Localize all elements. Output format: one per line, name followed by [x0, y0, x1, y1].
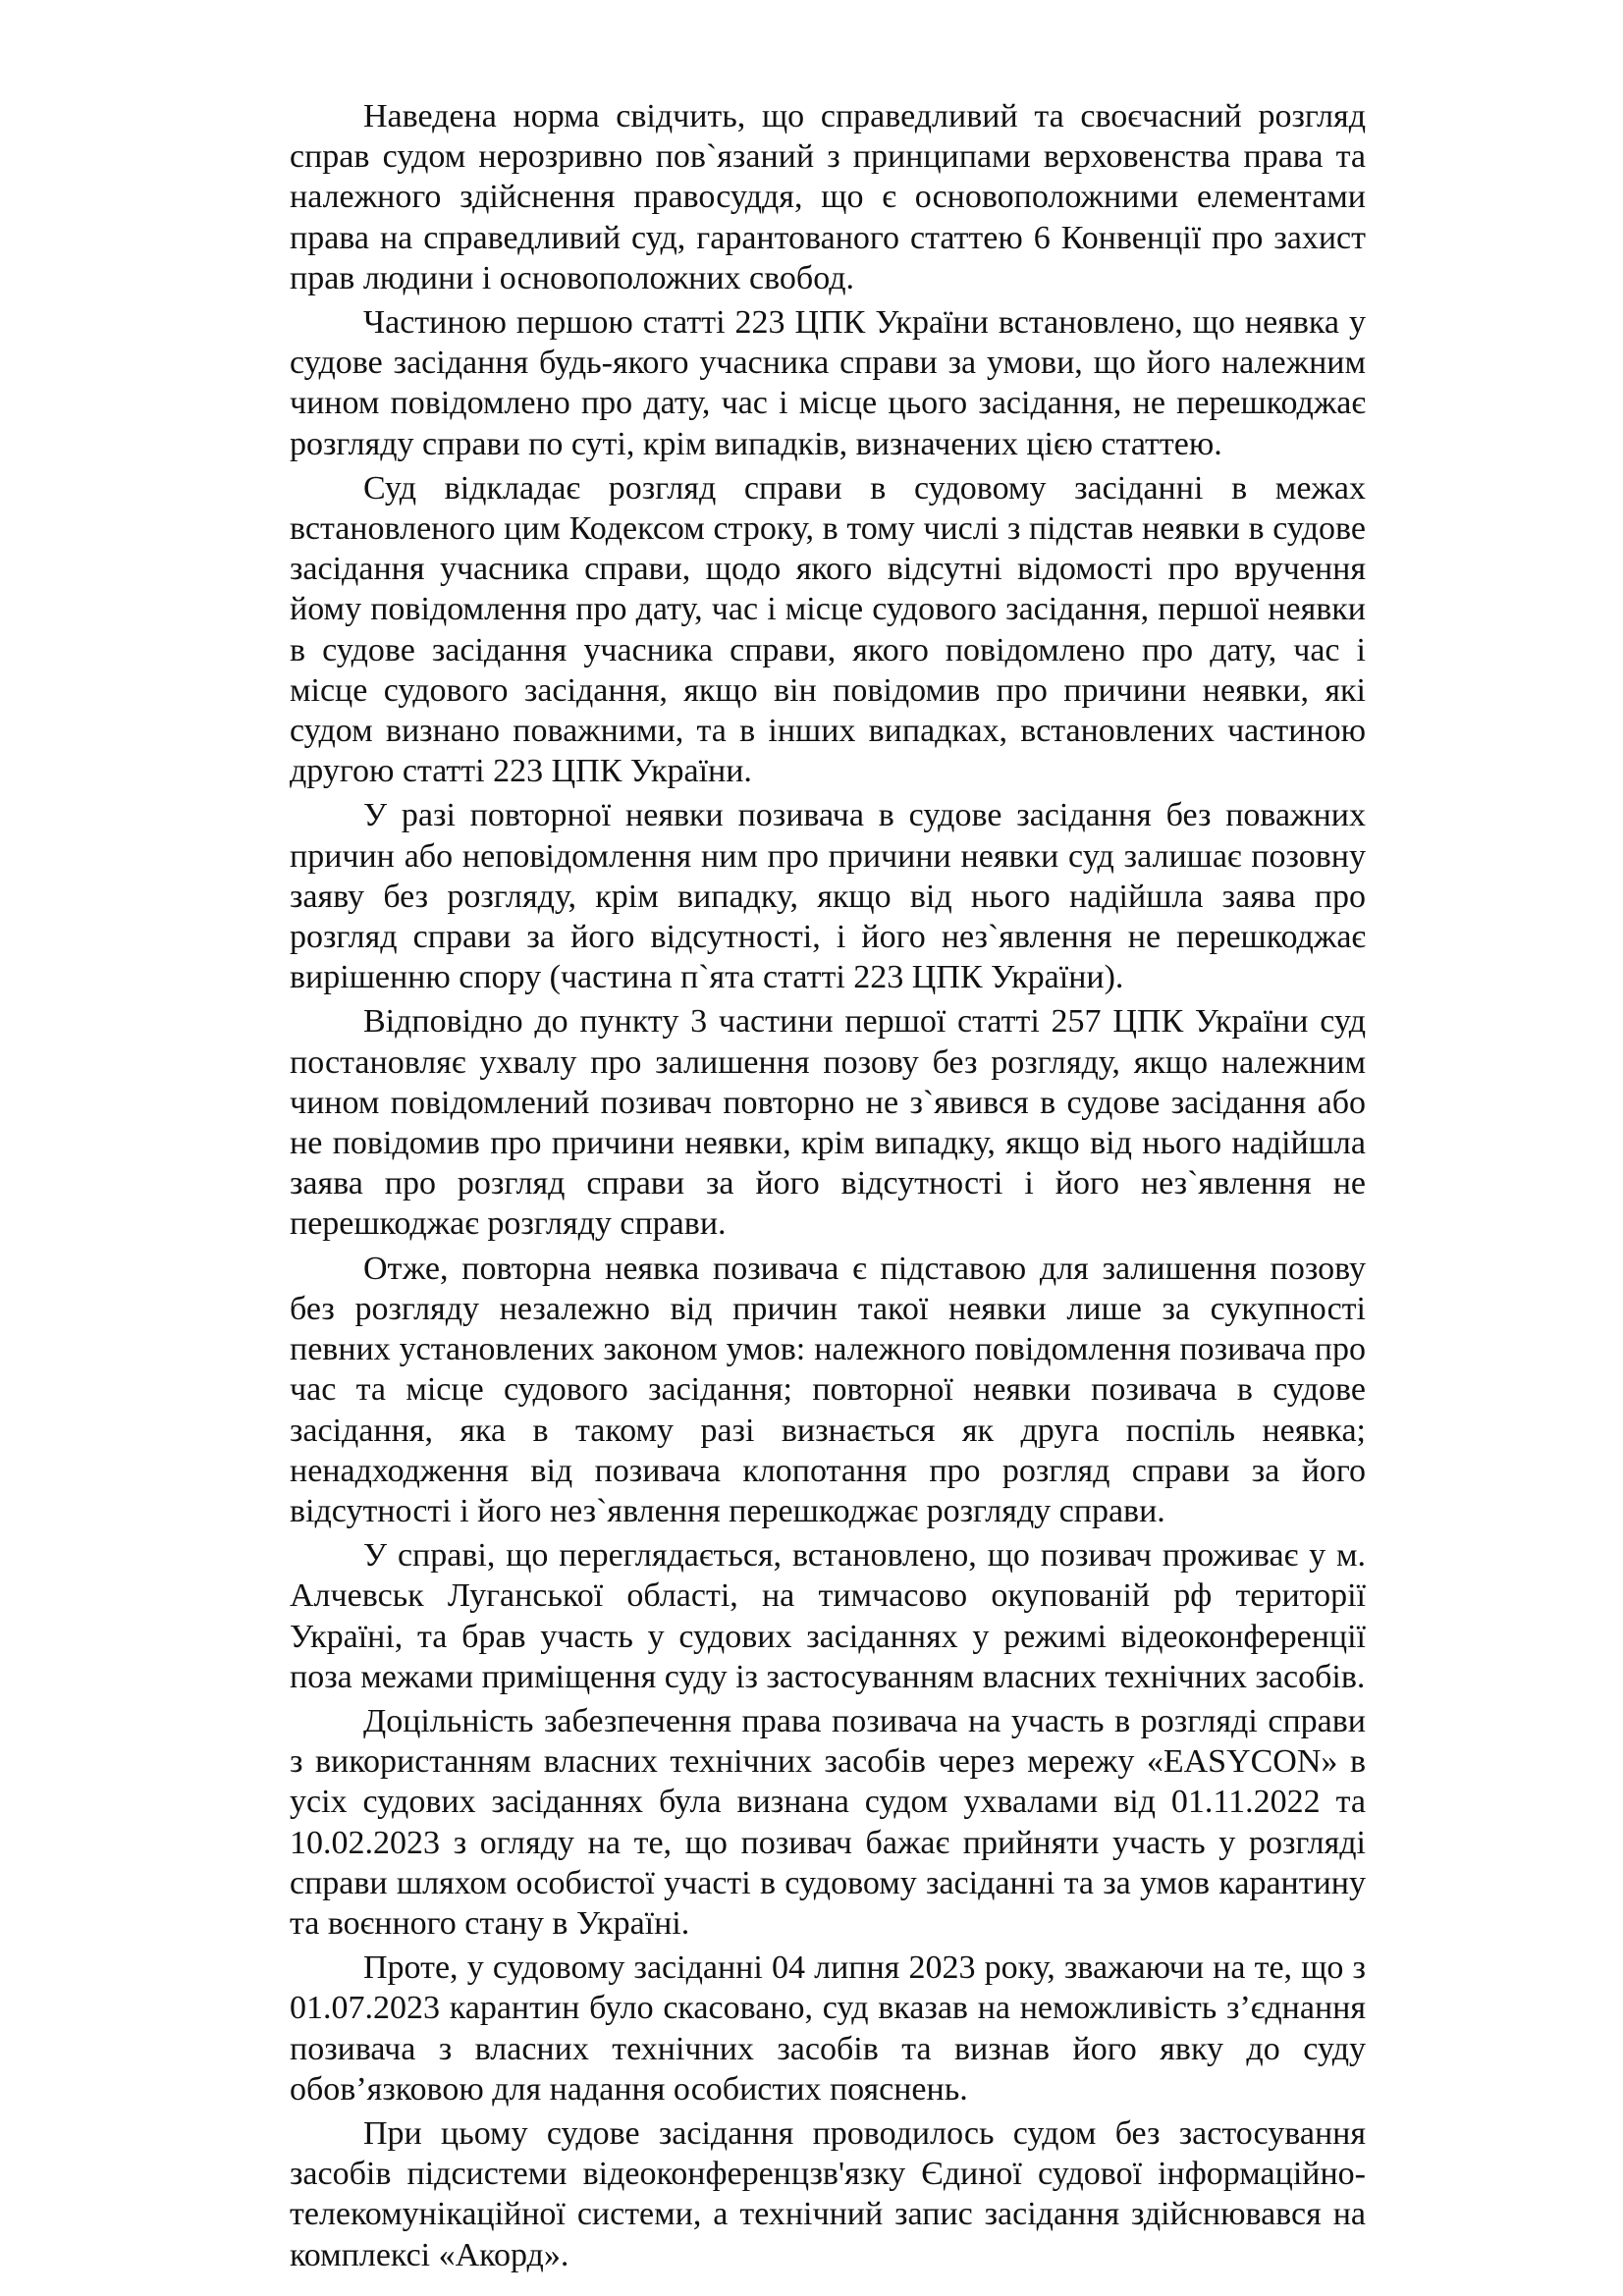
paragraph-conditions: Отже, повторна неявка позивача є підставою для залишення позову без розгляду незалежно від причин такої неявки лише за сукупності певних установлених законом умов: належного повідомлення позивача про час та місце судового засідання; повторної неявки позивача в судове засідання, яка в такому разі визнається як друга поспіль неявка; ненадходження від позивача клопотання про розгляд справи за його відсутності і його нез`явлення перешкоджає розгляду справи. [290, 1250, 1366, 1529]
paragraph-case-facts: У справі, що переглядається, встановлено, що позивач проживає у м. Алчевськ Луганської області, на тимчасово окупованій рф території Україні, та брав участь у судових засіданнях у режимі відеоконференції поза межами приміщення суду із застосуванням власних технічних засобів. [290, 1537, 1366, 1695]
paragraph-videoconference: Доцільність забезпечення права позивача на участь в розгляді справи з використанням власних технічних засобів через мережу «EASYCON» в усіх судових засіданнях була визнана судом ухвалами від 01.11.2022 та 10.02.2023 з огляду на те, що позивач бажає прийняти участь у розгляді справи шляхом особистої участі в судовому засіданні та за умов карантину та воєнного стану в Україні. [290, 1702, 1366, 1942]
paragraph-article-257: Відповідно до пункту 3 частини першої статті 257 ЦПК України суд постановляє ухвалу про залишення позову без розгляду, якщо належним чином повідомлений позивач повторно не з`явився в судове засідання або не повідомив про причини неявки, крім випадку, якщо від нього надійшла заява про розгляд справи за його відсутності і його нез`явлення не перешкоджає розгляду справи. [290, 1003, 1366, 1243]
document-body [290, 96, 1366, 2279]
paragraph-postponement-grounds: Суд відкладає розгляд справи в судовому засіданні в межах встановленого цим Кодексом строку, в тому числі з підстав неявки в судове засідання учасника справи, щодо якого відсутні відомості про вручення йому повідомлення про дату, час і місце судового засідання, першої неявки в судове засідання учасника справи, якого повідомлено про дату, час і місце судового засідання, якщо він повідомив про причини неявки, які судом визнано поважними, та в інших випадках, встановлених частиною другою статті 223 ЦПК України. [290, 469, 1366, 790]
paragraph-hearing-july-2023: Проте, у судовому засіданні 04 липня 2023 року, зважаючи на те, що з 01.07.2023 карантин було скасовано, суд вказав на неможливість з’єднання позивача з власних технічних засобів та визнав його явку до суду обов’язковою для надання особистих пояснень. [290, 1949, 1366, 2108]
paragraph-repeated-absence: У разі повторної неявки позивача в судове засідання без поважних причин або неповідомлення ним про причини неявки суд залишає позовну заяву без розгляду, крім випадку, якщо від нього надійшла заява про розгляд справи за його відсутності, і його нез`явлення не перешкоджає вирішенню спору (частина п`ята статті 223 ЦПК України). [290, 797, 1366, 996]
paragraph-fair-trial-norm: Наведена норма свідчить, що справедливий та своєчасний розгляд справ судом нерозривно пов`язаний з принципами верховенства права та належного здійснення правосуддя, що є основоположними елементами права на справедливий суд, гарантованого статтею 6 Конвенції про захист прав людини і основоположних свобод. [290, 98, 1366, 296]
paragraph-article-223-part-1: Частиною першою статті 223 ЦПК України встановлено, що неявка у судове засідання будь-якого учасника справи за умови, що його належним чином повідомлено про дату, час і місце цього засідання, не перешкоджає розгляду справи по суті, крім випадків, визначених цією статтею. [290, 304, 1366, 462]
paragraph-recording-system: При цьому судове засідання проводилось судом без застосування засобів підсистеми відеоконференцзв'язку Єдиної судової інформаційно-телекомунікаційної системи, а технічний запис засідання здійснювався на комплексі «Акорд». [290, 2114, 1366, 2273]
